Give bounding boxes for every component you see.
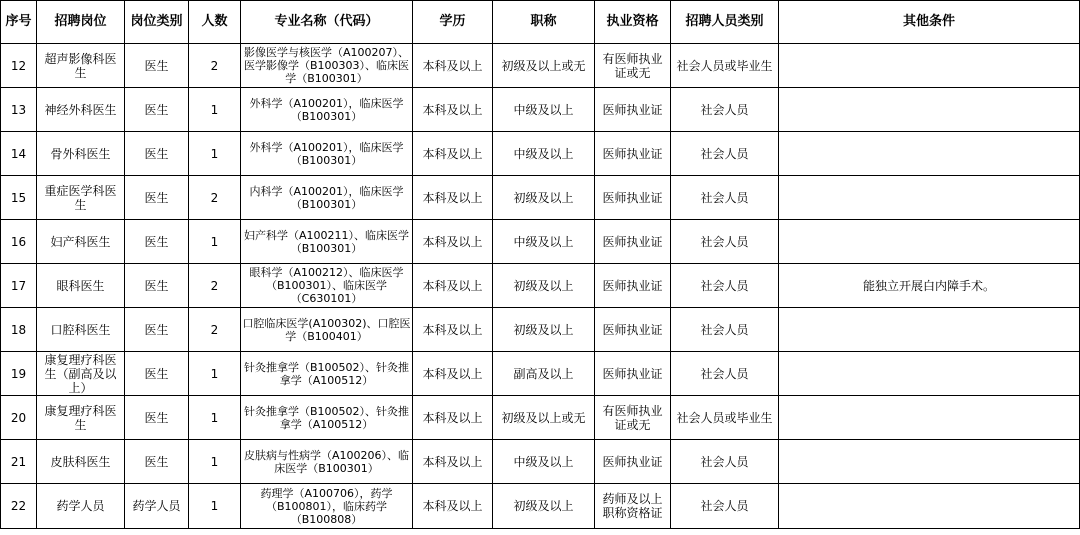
cell-no: 12: [1, 44, 37, 88]
col-header-post: 招聘岗位: [37, 1, 125, 44]
cell-major: 药理学（A100706），药学（B100801），临床药学（B100808）: [241, 484, 413, 529]
table-row: [1, 396, 1080, 440]
cell-title: 副高及以上: [493, 352, 595, 396]
cell-title: 初级及以上: [493, 176, 595, 220]
table-body: [1, 44, 1080, 529]
cell-no: 20: [1, 396, 37, 440]
cell-education: 本科及以上: [413, 352, 493, 396]
table-row: [1, 264, 1080, 308]
cell-education: 本科及以上: [413, 44, 493, 88]
cell-qualification: 医师执业证: [595, 308, 671, 352]
cell-count: 1: [189, 396, 241, 440]
cell-no: 18: [1, 308, 37, 352]
cell-applicant-type: 社会人员: [671, 264, 779, 308]
cell-other: [779, 132, 1080, 176]
table-row: [1, 220, 1080, 264]
cell-major: 内科学（A100201），临床医学（B100301）: [241, 176, 413, 220]
cell-other: [779, 484, 1080, 529]
cell-post: 妇产科医生: [37, 220, 125, 264]
cell-other: [779, 44, 1080, 88]
col-header-education: 学历: [413, 1, 493, 44]
cell-qualification: 医师执业证: [595, 220, 671, 264]
cell-title: 初级及以上: [493, 484, 595, 529]
cell-post: 眼科医生: [37, 264, 125, 308]
cell-category: 医生: [125, 132, 189, 176]
cell-major: 口腔临床医学(A100302)、口腔医学（B100401）: [241, 308, 413, 352]
cell-category: 医生: [125, 44, 189, 88]
cell-applicant-type: 社会人员: [671, 220, 779, 264]
cell-count: 1: [189, 440, 241, 484]
col-header-count: 人数: [189, 1, 241, 44]
cell-no: 16: [1, 220, 37, 264]
cell-category: 医生: [125, 308, 189, 352]
cell-post: 重症医学科医生: [37, 176, 125, 220]
cell-applicant-type: 社会人员: [671, 352, 779, 396]
cell-no: 15: [1, 176, 37, 220]
cell-major: 影像医学与核医学（A100207）、医学影像学（B100303）、临床医学（B100301）: [241, 44, 413, 88]
cell-qualification: 医师执业证: [595, 440, 671, 484]
cell-other: 能独立开展白内障手术。: [779, 264, 1080, 308]
cell-post: 口腔科医生: [37, 308, 125, 352]
cell-other: [779, 308, 1080, 352]
cell-applicant-type: 社会人员: [671, 88, 779, 132]
table-row: [1, 44, 1080, 88]
cell-qualification: 有医师执业证或无: [595, 44, 671, 88]
cell-category: 医生: [125, 88, 189, 132]
table-row: [1, 308, 1080, 352]
cell-qualification: 医师执业证: [595, 352, 671, 396]
cell-major: 眼科学（A100212）、临床医学（B100301）、临床医学（C630101）: [241, 264, 413, 308]
cell-applicant-type: 社会人员: [671, 132, 779, 176]
cell-title: 中级及以上: [493, 440, 595, 484]
cell-post: 康复理疗科医生（副高及以上）: [37, 352, 125, 396]
cell-count: 1: [189, 484, 241, 529]
cell-post: 骨外科医生: [37, 132, 125, 176]
cell-qualification: 有医师执业证或无: [595, 396, 671, 440]
cell-category: 医生: [125, 396, 189, 440]
cell-no: 13: [1, 88, 37, 132]
cell-qualification: 医师执业证: [595, 176, 671, 220]
cell-education: 本科及以上: [413, 132, 493, 176]
col-header-applicant-type: 招聘人员类别: [671, 1, 779, 44]
cell-education: 本科及以上: [413, 88, 493, 132]
cell-applicant-type: 社会人员: [671, 308, 779, 352]
cell-education: 本科及以上: [413, 484, 493, 529]
cell-education: 本科及以上: [413, 220, 493, 264]
cell-major: 妇产科学（A100211）、临床医学（B100301）: [241, 220, 413, 264]
table-row: [1, 88, 1080, 132]
cell-count: 2: [189, 44, 241, 88]
cell-post: 神经外科医生: [37, 88, 125, 132]
table-row: [1, 176, 1080, 220]
cell-qualification: 医师执业证: [595, 132, 671, 176]
cell-education: 本科及以上: [413, 308, 493, 352]
cell-no: 14: [1, 132, 37, 176]
cell-category: 医生: [125, 352, 189, 396]
cell-other: [779, 176, 1080, 220]
cell-count: 1: [189, 132, 241, 176]
cell-major: 外科学（A100201），临床医学（B100301）: [241, 132, 413, 176]
cell-major: 针灸推拿学（B100502）、针灸推拿学（A100512）: [241, 396, 413, 440]
cell-major: 外科学（A100201），临床医学（B100301）: [241, 88, 413, 132]
cell-no: 17: [1, 264, 37, 308]
cell-applicant-type: 社会人员: [671, 484, 779, 529]
cell-category: 药学人员: [125, 484, 189, 529]
cell-education: 本科及以上: [413, 396, 493, 440]
cell-post: 康复理疗科医生: [37, 396, 125, 440]
cell-no: 19: [1, 352, 37, 396]
col-header-major: 专业名称（代码）: [241, 1, 413, 44]
cell-title: 中级及以上: [493, 88, 595, 132]
cell-post: 药学人员: [37, 484, 125, 529]
table-row: [1, 352, 1080, 396]
cell-title: 中级及以上: [493, 220, 595, 264]
cell-qualification: 药师及以上职称资格证: [595, 484, 671, 529]
cell-count: 1: [189, 220, 241, 264]
cell-no: 22: [1, 484, 37, 529]
col-header-category: 岗位类别: [125, 1, 189, 44]
cell-title: 初级及以上: [493, 308, 595, 352]
col-header-title: 职称: [493, 1, 595, 44]
cell-other: [779, 352, 1080, 396]
cell-category: 医生: [125, 176, 189, 220]
cell-education: 本科及以上: [413, 176, 493, 220]
col-header-qualification: 执业资格: [595, 1, 671, 44]
table-row: [1, 484, 1080, 529]
cell-major: 针灸推拿学（B100502）、针灸推拿学（A100512）: [241, 352, 413, 396]
cell-applicant-type: 社会人员: [671, 440, 779, 484]
cell-count: 1: [189, 352, 241, 396]
col-header-other: 其他条件: [779, 1, 1080, 44]
cell-count: 1: [189, 88, 241, 132]
cell-count: 2: [189, 264, 241, 308]
cell-category: 医生: [125, 220, 189, 264]
cell-category: 医生: [125, 264, 189, 308]
cell-category: 医生: [125, 440, 189, 484]
cell-applicant-type: 社会人员或毕业生: [671, 396, 779, 440]
cell-post: 皮肤科医生: [37, 440, 125, 484]
cell-title: 中级及以上: [493, 132, 595, 176]
cell-count: 2: [189, 308, 241, 352]
cell-title: 初级及以上或无: [493, 44, 595, 88]
cell-applicant-type: 社会人员或毕业生: [671, 44, 779, 88]
cell-no: 21: [1, 440, 37, 484]
cell-other: [779, 88, 1080, 132]
table-row: [1, 440, 1080, 484]
cell-education: 本科及以上: [413, 264, 493, 308]
cell-applicant-type: 社会人员: [671, 176, 779, 220]
col-header-no: 序号: [1, 1, 37, 44]
cell-other: [779, 440, 1080, 484]
cell-education: 本科及以上: [413, 440, 493, 484]
cell-other: [779, 396, 1080, 440]
cell-count: 2: [189, 176, 241, 220]
cell-qualification: 医师执业证: [595, 88, 671, 132]
cell-post: 超声影像科医生: [37, 44, 125, 88]
cell-title: 初级及以上: [493, 264, 595, 308]
header-row: [1, 1, 1080, 44]
table-row: [1, 132, 1080, 176]
cell-qualification: 医师执业证: [595, 264, 671, 308]
cell-major: 皮肤病与性病学（A100206）、临床医学（B100301）: [241, 440, 413, 484]
cell-other: [779, 220, 1080, 264]
cell-title: 初级及以上或无: [493, 396, 595, 440]
